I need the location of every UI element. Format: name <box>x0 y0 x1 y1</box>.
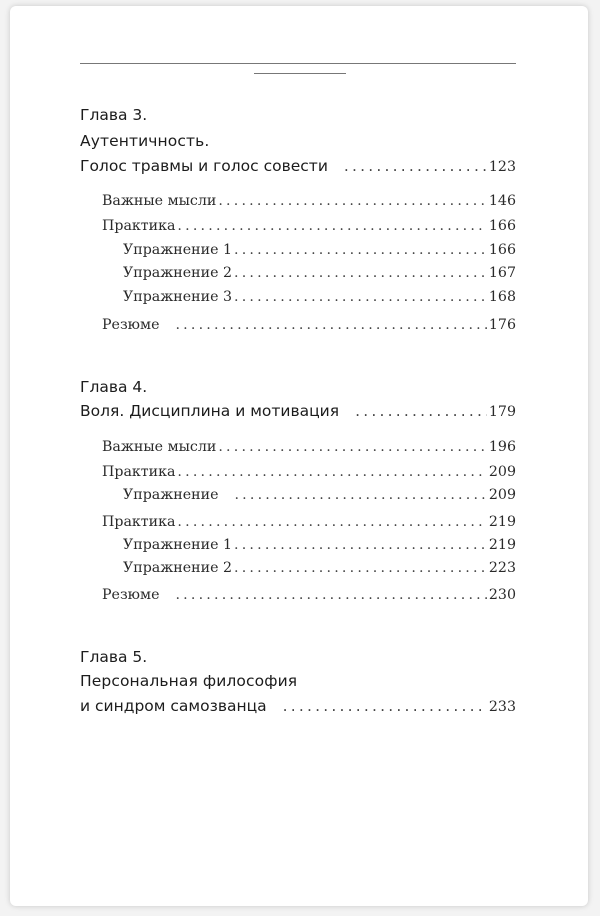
leader-dots <box>234 289 487 305</box>
leader-dots <box>355 402 487 420</box>
chapter-3-title-line1: Аутентичность. <box>80 132 210 150</box>
toc-entry-chapter-5[interactable] <box>80 697 516 715</box>
entry-label: Упражнение <box>123 487 219 503</box>
toc-entry[interactable] <box>102 193 516 209</box>
toc-entry[interactable] <box>123 487 516 503</box>
leader-dots <box>344 157 487 175</box>
toc-entry[interactable] <box>102 439 516 455</box>
page-number: 168 <box>488 289 516 305</box>
toc-entry[interactable] <box>123 289 516 305</box>
toc-entry[interactable] <box>102 464 516 480</box>
entry-label: Упражнение 2 <box>123 560 232 576</box>
leader-dots <box>234 487 486 503</box>
toc-entry-chapter-3[interactable] <box>80 157 516 175</box>
page-number: 166 <box>488 242 516 258</box>
entry-label: Практика <box>102 514 176 530</box>
chapter-4-title: Воля. Дисциплина и мотивация <box>80 402 340 420</box>
header-short-rule <box>254 73 346 74</box>
toc-entry-chapter-4[interactable] <box>80 402 516 420</box>
entry-label: Упражнение 2 <box>123 265 232 281</box>
page-number: 123 <box>488 159 516 175</box>
chapter-3-title-line2: Голос травмы и голос совести <box>80 157 328 175</box>
toc-entry[interactable] <box>123 242 516 258</box>
chapter-5-title-line2: и синдром самозванца <box>80 697 267 715</box>
chapter-5-title-line1: Персональная философия <box>80 672 298 690</box>
chapter-4-label: Глава 4. <box>80 378 148 396</box>
page-number: 209 <box>488 464 516 480</box>
page-number: 146 <box>488 193 516 209</box>
page-number: 179 <box>488 404 516 420</box>
toc-entry[interactable] <box>102 587 516 603</box>
leader-dots <box>218 439 487 455</box>
entry-label: Практика <box>102 218 176 234</box>
leader-dots <box>283 697 487 715</box>
page-number: 219 <box>488 514 516 530</box>
entry-label: Важные мысли <box>102 439 217 455</box>
leader-dots <box>234 560 487 576</box>
leader-dots <box>177 218 486 234</box>
entry-label: Упражнение 1 <box>123 537 232 553</box>
page-number: 166 <box>488 218 516 234</box>
chapter-5-label: Глава 5. <box>80 648 148 666</box>
toc-entry[interactable] <box>123 560 516 576</box>
leader-dots <box>177 464 486 480</box>
page-number: 167 <box>488 265 516 281</box>
toc-entry[interactable] <box>102 317 516 333</box>
header-rule <box>80 63 516 64</box>
leader-dots <box>234 242 487 258</box>
page-number: 219 <box>488 537 516 553</box>
page-number: 176 <box>488 317 516 333</box>
leader-dots <box>177 514 486 530</box>
leader-dots <box>175 587 486 603</box>
page-number: 196 <box>488 439 516 455</box>
leader-dots <box>234 537 487 553</box>
page-number: 209 <box>488 487 516 503</box>
page-number: 223 <box>488 560 516 576</box>
toc-entry[interactable] <box>102 514 516 530</box>
entry-label: Важные мысли <box>102 193 217 209</box>
toc-entry[interactable] <box>123 265 516 281</box>
toc-entry[interactable] <box>102 218 516 234</box>
leader-dots <box>234 265 487 281</box>
chapter-3-label: Глава 3. <box>80 106 148 124</box>
entry-label: Резюме <box>102 317 160 333</box>
leader-dots <box>175 317 486 333</box>
page-number: 230 <box>488 587 516 603</box>
entry-label: Упражнение 3 <box>123 289 232 305</box>
entry-label: Упражнение 1 <box>123 242 232 258</box>
entry-label: Резюме <box>102 587 160 603</box>
page-number: 233 <box>488 699 516 715</box>
entry-label: Практика <box>102 464 176 480</box>
leader-dots <box>218 193 487 209</box>
toc-entry[interactable] <box>123 537 516 553</box>
